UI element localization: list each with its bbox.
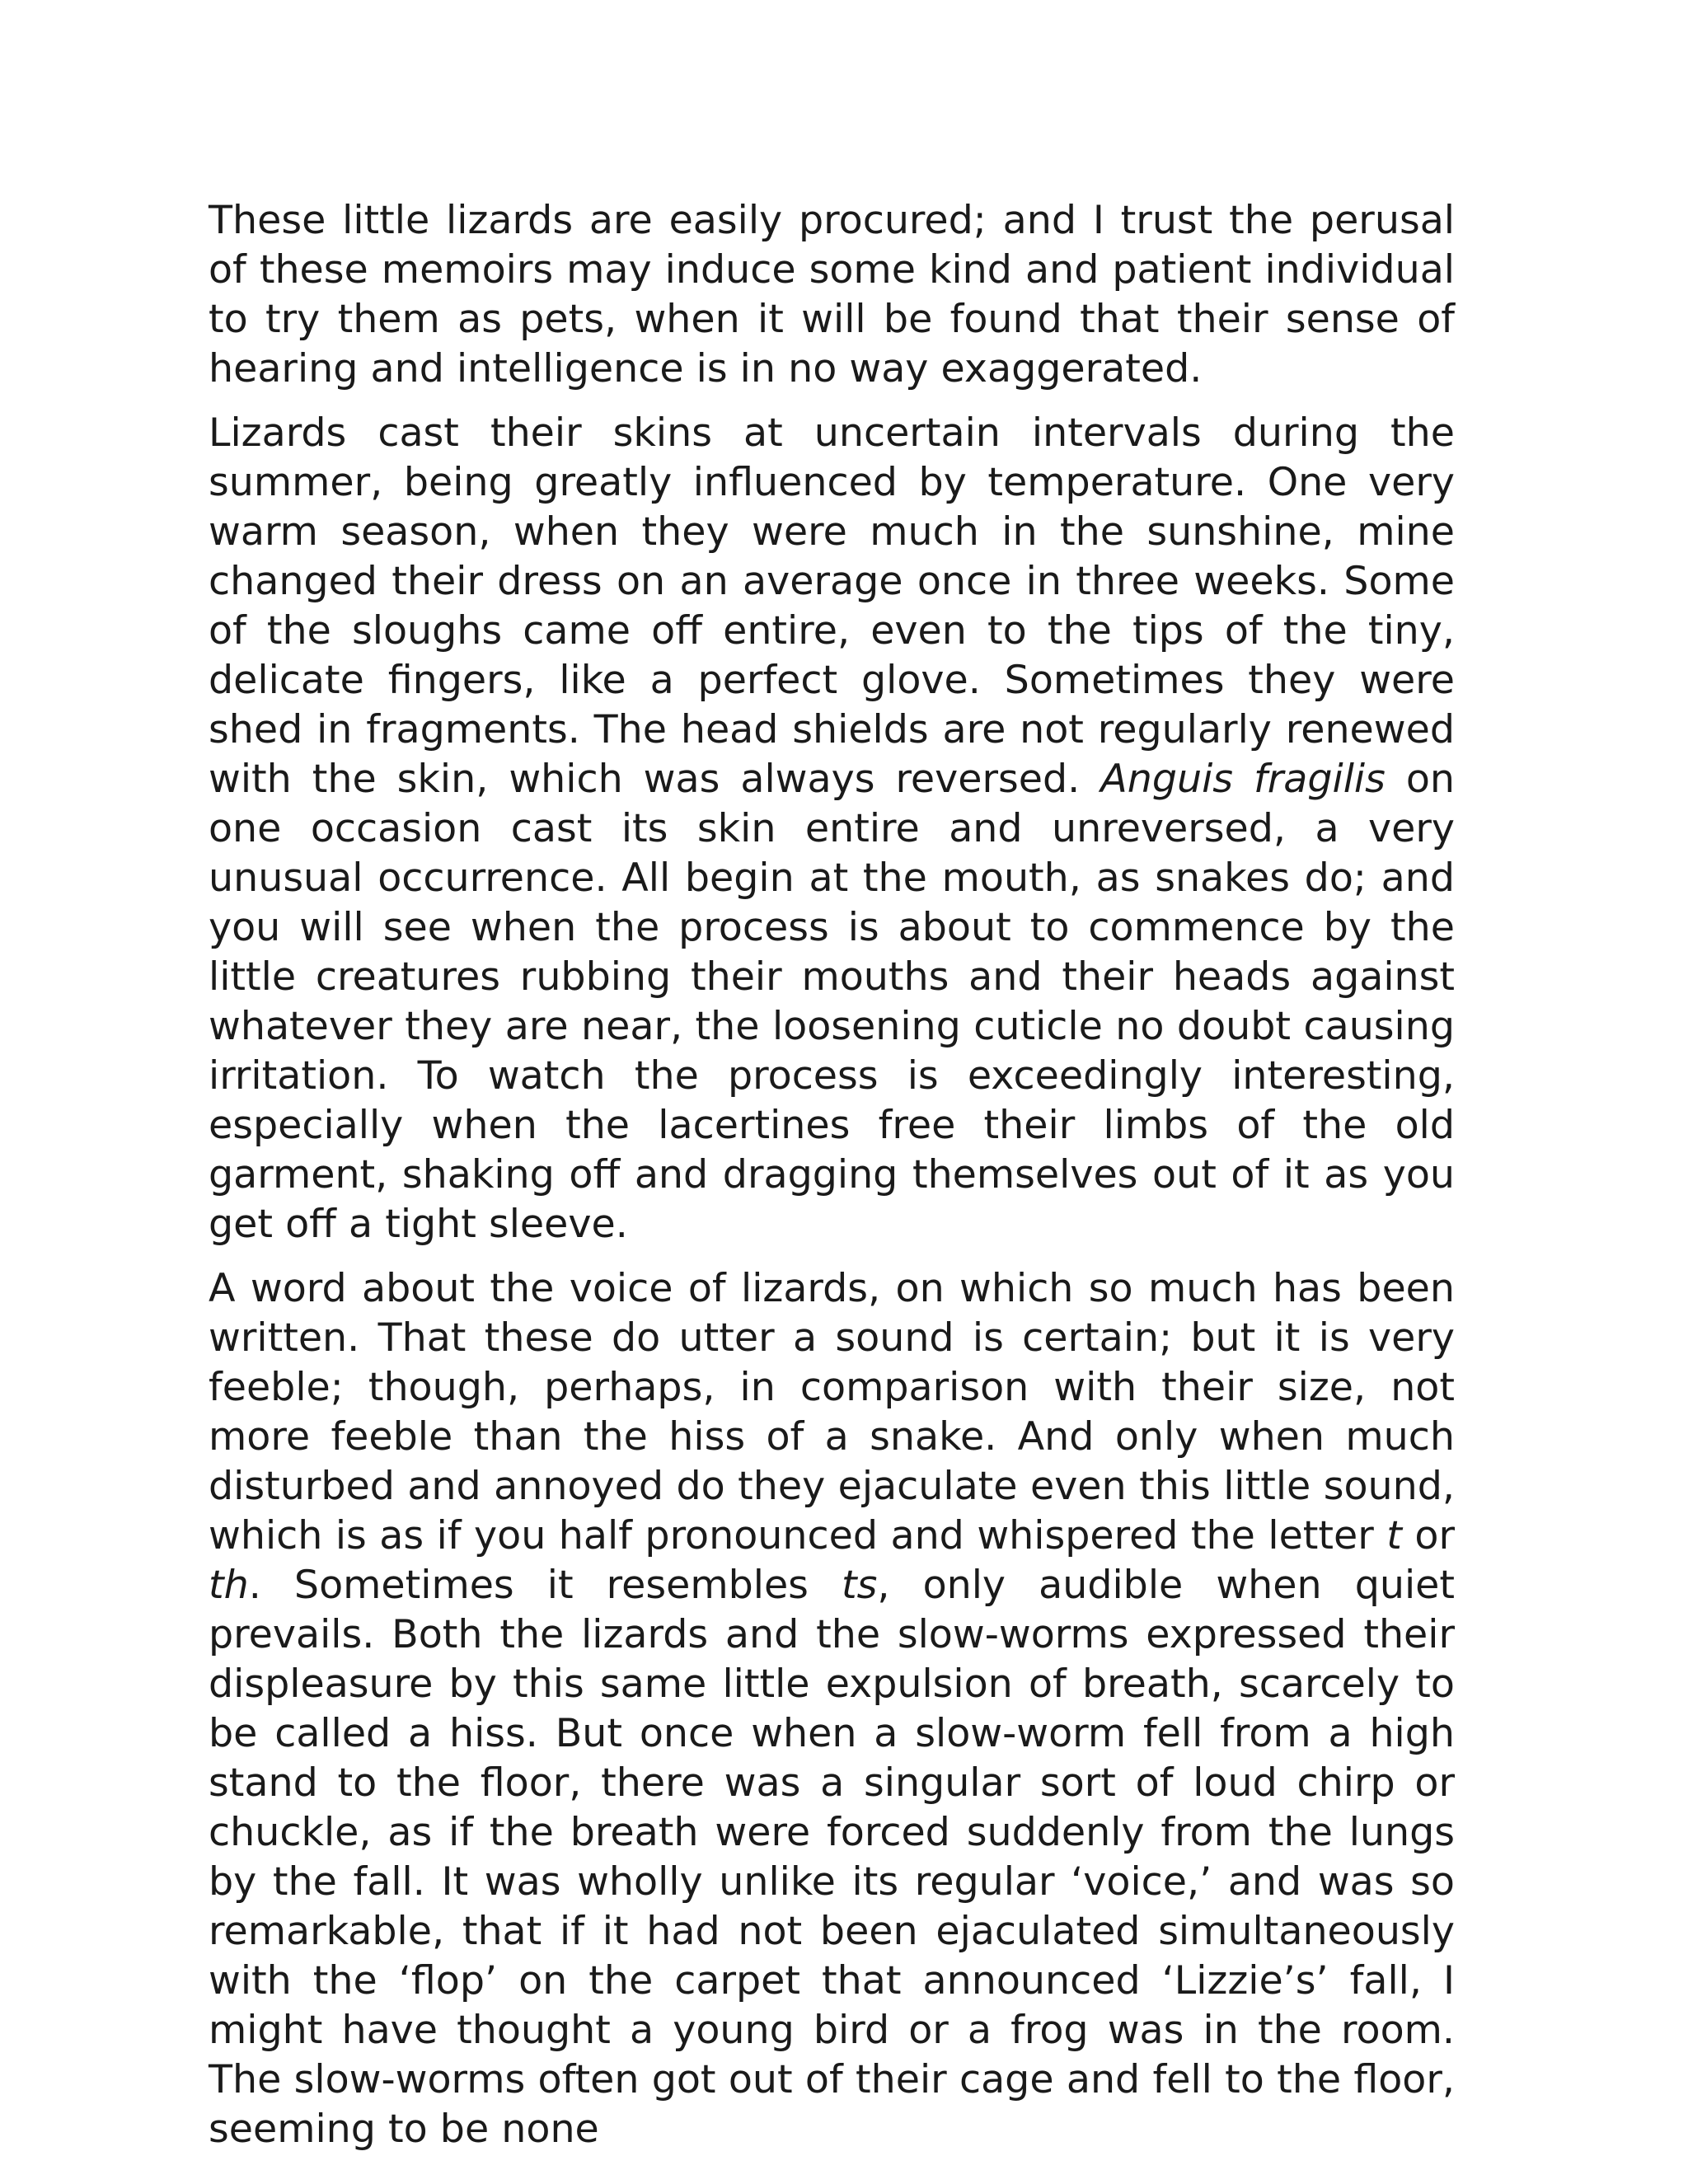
paragraph-3-letters-ts: ts [842, 1563, 878, 1608]
paragraph-2-text-a: Lizards cast their skins at uncertain intervals during the summer, being greatly influenced by temperature. One very warm season, when they were much in the sunshine, mine changed their dress on an average once in three weeks. Some of the sloughs came off entire, even to the tips of the tiny, delicate fingers, like a perfect glove. Sometimes they were shed in fragments. The head shields are not regularly renewed with the skin, which was always reversed. [209, 410, 1455, 802]
paragraph-3-letters-th: th [209, 1563, 249, 1608]
paragraph-2 [209, 409, 1455, 1249]
paragraph-3-text-c: . Sometimes it resembles [248, 1563, 842, 1608]
paragraph-3-letter-t: t [1386, 1513, 1402, 1558]
paragraph-3 [209, 1264, 1455, 2154]
paragraph-2-text-b: on one occasion cast its skin entire and unreversed, a very unusual occurrence. All begin at the mouth, as snakes do; and you will see when the process is about to commence by the little creatures rubbing their mouths and their heads against whatever they are near, the loosening cuticle no doubt causing irritation. To watch the process is exceedingly interesting, especially when the lacertines free their limbs of the old garment, shaking off and dragging themselves out of it as you get off a tight sleeve. [209, 757, 1456, 1247]
paragraph-1-text: These little lizards are easily procured; and I trust the perusal of these memoirs may induce some kind and patient individual to try them as pets, when it will be found that their sense of hearing and intelligence is in no way exaggerated. [209, 198, 1455, 391]
paragraph-3-text-a: A word about the voice of lizards, on which so much has been written. That these do utter a sound is certain; but it is very feeble; though, perhaps, in comparison with their size, not more feeble than the hiss of a snake. And only when much disturbed and annoyed do they ejaculate even this little sound, which is as if you half pronounced and whispered the letter [209, 1266, 1455, 1558]
paragraph-3-text-d: , only audible when quiet prevails. Both the lizards and the slow-worms expressed their displeasure by this same little expulsion of breath, scarcely to be called a hiss. But once when a slow-worm fell from a high stand to the floor, there was a singular sort of loud chirp or chuckle, as if the breath were forced suddenly from the lungs by the fall. It was wholly unlike its regular ‘voice,’ and was so remarkable, that if it had not been ejaculated simultaneously with the ‘flop’ on the carpet that announced ‘Lizzie’s’ fall, I might have thought a young bird or a frog was in the room. The slow-worms often got out of their cage and fell to the floor, seeming to be none [209, 1563, 1455, 2152]
paragraph-1 [209, 196, 1455, 394]
paragraph-2-species-name: Anguis fragilis [1100, 757, 1386, 802]
paragraph-3-text-b: or [1401, 1513, 1455, 1558]
document-page [209, 196, 1455, 2169]
